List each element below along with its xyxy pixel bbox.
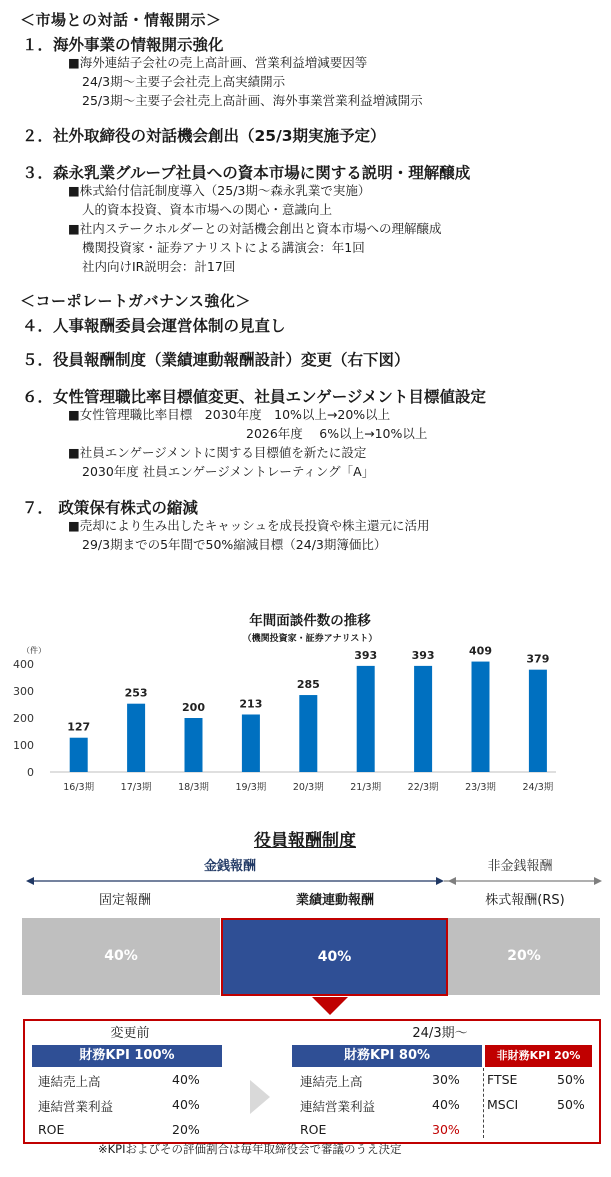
y-tick-label: 300 bbox=[13, 685, 34, 698]
nonfin-row-name: FTSE bbox=[487, 1072, 518, 1087]
bar bbox=[357, 666, 375, 772]
item-1-bullet: ■海外連結子会社の売上高計画、営業利益増減要因等 bbox=[68, 55, 368, 70]
x-tick-label: 21/3期 bbox=[350, 782, 382, 793]
bar-value-label: 393 bbox=[411, 648, 435, 662]
nonfinancial-kpi-header: 非財務KPI 20% bbox=[485, 1045, 592, 1067]
item-3-line: 機関投資家・証券アナリストによる講演会：年1回 bbox=[82, 240, 365, 255]
bar-value-label: 393 bbox=[354, 648, 378, 662]
y-tick-label: 100 bbox=[13, 739, 34, 752]
item-1-line: 24/3期～主要子会社売上高実績開示 bbox=[82, 74, 286, 89]
kpi-before-header: 財務KPI 100% bbox=[32, 1045, 222, 1067]
item-7-bullet: ■売却により生み出したキャッシュを成長投資や株主還元に活用 bbox=[68, 518, 430, 533]
before-row-pct: 40% bbox=[172, 1097, 200, 1112]
item-3-line: 社内向けIR説明会：計17回 bbox=[82, 259, 236, 274]
bar bbox=[529, 670, 547, 772]
chevron-right-icon bbox=[248, 1080, 272, 1114]
item-6-line: 2026年度 6%以上→10%以上 bbox=[246, 426, 428, 441]
after-row-pct: 30% bbox=[432, 1072, 460, 1087]
down-arrow-icon bbox=[312, 997, 348, 1017]
fixed-label: 固定報酬 bbox=[98, 893, 151, 908]
item-2-title: ２．社外取締役の対話機会創出（25/3期実施予定） bbox=[22, 127, 386, 145]
before-label: 変更前 bbox=[110, 1026, 150, 1041]
bar-value-label: 409 bbox=[469, 644, 492, 658]
item-1-line: 25/3期～主要子会社売上高計画、海外事業営業利益増減開示 bbox=[82, 93, 423, 108]
after-row-pct: 40% bbox=[432, 1097, 460, 1112]
bar bbox=[70, 738, 88, 772]
stock-label: 株式報酬(RS) bbox=[485, 893, 565, 908]
arrow-right-gray-icon bbox=[594, 877, 602, 885]
item-6-line: 2030年度 社員エンゲージメントレーティング「A」 bbox=[82, 464, 375, 479]
after-row-pct-highlight: 30% bbox=[432, 1122, 460, 1137]
before-row-name: ROE bbox=[38, 1122, 65, 1137]
after-row-name: 連結売上高 bbox=[300, 1074, 363, 1089]
x-tick-label: 22/3期 bbox=[407, 782, 439, 793]
x-tick-label: 20/3期 bbox=[292, 782, 324, 793]
item-7-line: 29/3期までの5年間で50%縮減目標（24/3期簿価比） bbox=[82, 537, 387, 552]
bar-chart bbox=[0, 640, 611, 800]
kpi-after-header: 財務KPI 80% bbox=[292, 1045, 482, 1067]
x-tick-label: 16/3期 bbox=[63, 782, 95, 793]
monetary-label: 金銭報酬 bbox=[203, 859, 256, 874]
bar bbox=[127, 704, 145, 772]
bar bbox=[414, 666, 432, 772]
before-row-pct: 20% bbox=[172, 1122, 200, 1137]
y-tick-label: 200 bbox=[13, 712, 34, 725]
section-title-governance: ＜コーポレートガバナンス強化＞ bbox=[20, 292, 251, 310]
x-tick-label: 19/3期 bbox=[235, 782, 267, 793]
footnote: ※KPIおよびその評価割合は毎年取締役会で審議のうえ決定 bbox=[98, 1142, 402, 1156]
section-title-dialogue: ＜市場との対話・情報開示＞ bbox=[20, 11, 222, 29]
x-tick-label: 24/3期 bbox=[522, 782, 554, 793]
nonfin-row-pct: 50% bbox=[557, 1072, 585, 1087]
before-row-pct: 40% bbox=[172, 1072, 200, 1087]
chart-subtitle: （機関投資家・証券アナリスト） bbox=[242, 634, 378, 644]
bar-value-label: 253 bbox=[124, 686, 148, 700]
fixed-share-box: 40% bbox=[22, 918, 220, 995]
item-5-title: ５．役員報酬制度（業績連動報酬設計）変更（右下図） bbox=[22, 351, 410, 369]
performance-share-box: 40% bbox=[221, 918, 448, 996]
y-tick-label: 0 bbox=[27, 766, 34, 779]
nonmonetary-label: 非金銭報酬 bbox=[487, 859, 553, 874]
bar bbox=[299, 695, 317, 772]
x-tick-label: 18/3期 bbox=[178, 782, 209, 793]
nonfin-row-pct: 50% bbox=[557, 1097, 585, 1112]
after-row-name: 連結営業利益 bbox=[300, 1099, 376, 1114]
bar-value-label: 213 bbox=[239, 697, 263, 711]
arrow-left-icon bbox=[26, 877, 34, 885]
after-label: 24/3期～ bbox=[412, 1026, 468, 1041]
item-6-title: ６．女性管理職比率目標値変更、社員エンゲージメント目標値設定 bbox=[22, 388, 486, 406]
kpi-divider bbox=[483, 1068, 484, 1138]
item-3-line: 人的資本投資、資本市場への関心・意識向上 bbox=[82, 202, 333, 217]
bar-value-label: 379 bbox=[526, 652, 550, 666]
item-7-title: ７． 政策保有株式の縮減 bbox=[22, 499, 198, 517]
item-6-bullet: ■社員エンゲージメントに関する目標値を新たに設定 bbox=[68, 445, 367, 460]
y-tick-label: 400 bbox=[13, 658, 34, 671]
before-row-name: 連結営業利益 bbox=[38, 1099, 114, 1114]
bar bbox=[185, 718, 203, 772]
item-4-title: ４．人事報酬委員会運営体制の見直し bbox=[22, 317, 286, 335]
arrow-right-icon bbox=[436, 877, 444, 885]
item-1-title: １．海外事業の情報開示強化 bbox=[22, 36, 224, 54]
chart-title: 年間面談件数の推移 bbox=[249, 613, 371, 629]
nonfin-row-name: MSCI bbox=[487, 1097, 519, 1112]
chart-unit: （件） bbox=[22, 646, 46, 655]
bar-value-label: 200 bbox=[182, 701, 205, 714]
arrow-left-gray-icon bbox=[448, 877, 456, 885]
performance-label: 業績連動報酬 bbox=[295, 893, 374, 908]
item-6-bullet: ■女性管理職比率目標 2030年度 10%以上→20%以上 bbox=[68, 407, 391, 422]
item-3-bullet: ■社内ステークホルダーとの対話機会創出と資本市場への理解醸成 bbox=[68, 221, 442, 236]
before-row-name: 連結売上高 bbox=[38, 1074, 101, 1089]
x-tick-label: 17/3期 bbox=[120, 782, 152, 793]
item-3-title: ３．森永乳業グループ社員への資本市場に関する説明・理解醸成 bbox=[22, 164, 471, 182]
bar-value-label: 127 bbox=[67, 720, 91, 734]
bar-value-label: 285 bbox=[296, 678, 320, 692]
item-3-bullet: ■株式給付信託制度導入（25/3期～森永乳業で実施） bbox=[68, 183, 371, 198]
x-tick-label: 23/3期 bbox=[465, 782, 496, 793]
compensation-title: 役員報酬制度 bbox=[254, 831, 356, 851]
bar bbox=[242, 714, 260, 772]
stock-share-box: 20% bbox=[448, 918, 600, 995]
after-row-name: ROE bbox=[300, 1122, 327, 1137]
bar bbox=[472, 662, 490, 772]
